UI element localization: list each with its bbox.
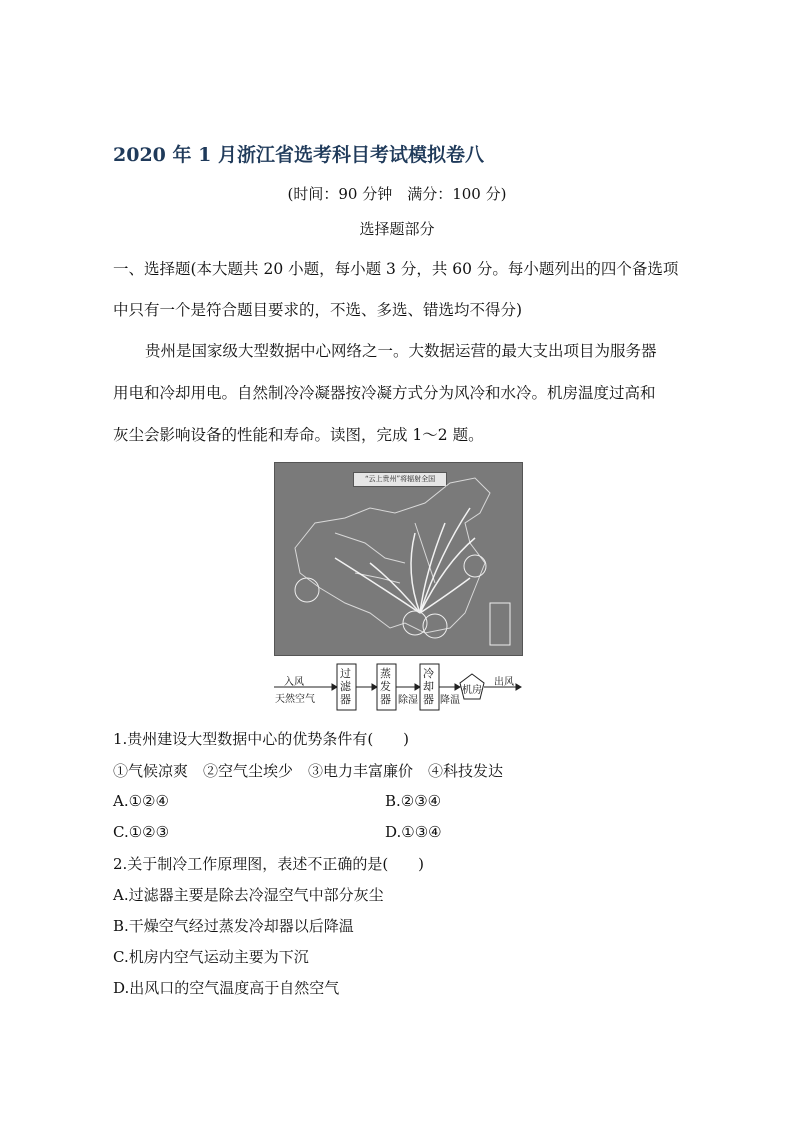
question-1-option-c: C.①②③ (113, 823, 170, 841)
question-1-option-b: B.②③④ (385, 792, 442, 810)
cool-down-label: 降温 (440, 695, 460, 706)
section-title: 选择题部分 (359, 220, 435, 238)
question-1-items: ①气候凉爽 ②空气尘埃少 ③电力丰富廉价 ④科技发达 (113, 762, 504, 780)
question-1-option-a: A.①②④ (113, 792, 169, 810)
question-2-option-d: D.出风口的空气温度高于自然空气 (113, 979, 340, 997)
intro-line1: 贵州是国家级大型数据中心网络之一。大数据运营的最大支出项目为服务器 (145, 342, 657, 360)
cooler-box-label: 冷却器 (423, 667, 434, 706)
question-2-stem: 2.关于制冷工作原理图，表述不正确的是( ) (113, 855, 425, 873)
part-instruction-line2: 中只有一个是符合题目要求的，不选、多选、错选均不得分) (113, 301, 523, 319)
dehumidify-label: 除湿 (398, 695, 418, 706)
page-title: 2020 年 1 月浙江省选考科目考试模拟卷八 (113, 144, 484, 166)
exam-time-info: (时间：90 分钟 满分：100 分) (287, 185, 507, 203)
question-1-stem: 1.贵州建设大型数据中心的优势条件有( ) (113, 730, 410, 748)
intro-line2: 用电和冷却用电。自然制冷冷凝器按冷凝方式分为风冷和水冷。机房温度过高和 (113, 384, 656, 402)
flow-in-label: 入风 (284, 677, 304, 688)
flow-out-label: 出风 (494, 677, 514, 688)
evaporator-box-label: 蒸发器 (380, 667, 391, 706)
filter-box-label: 过滤器 (340, 667, 351, 706)
question-2-option-b: B.干燥空气经过蒸发冷却器以后降温 (113, 917, 354, 935)
map-caption: “云上贵州”将辐射全国 (353, 472, 447, 487)
flow-in-sublabel: 天然空气 (275, 694, 315, 705)
cooling-flow-diagram (274, 662, 544, 712)
question-1-option-d: D.①③④ (385, 823, 442, 841)
question-2-option-a: A.过滤器主要是除去冷湿空气中部分灰尘 (113, 886, 384, 904)
china-data-map-figure (274, 462, 523, 656)
china-map-illustration (275, 463, 522, 655)
part-instruction-line1: 一、选择题(本大题共 20 小题，每小题 3 分，共 60 分。每小题列出的四个备选项 (113, 260, 679, 278)
server-room-label: 机房 (462, 685, 482, 696)
question-2-option-c: C.机房内空气运动主要为下沉 (113, 948, 309, 966)
intro-line3: 灰尘会影响设备的性能和寿命。读图，完成 1～2 题。 (113, 426, 484, 444)
